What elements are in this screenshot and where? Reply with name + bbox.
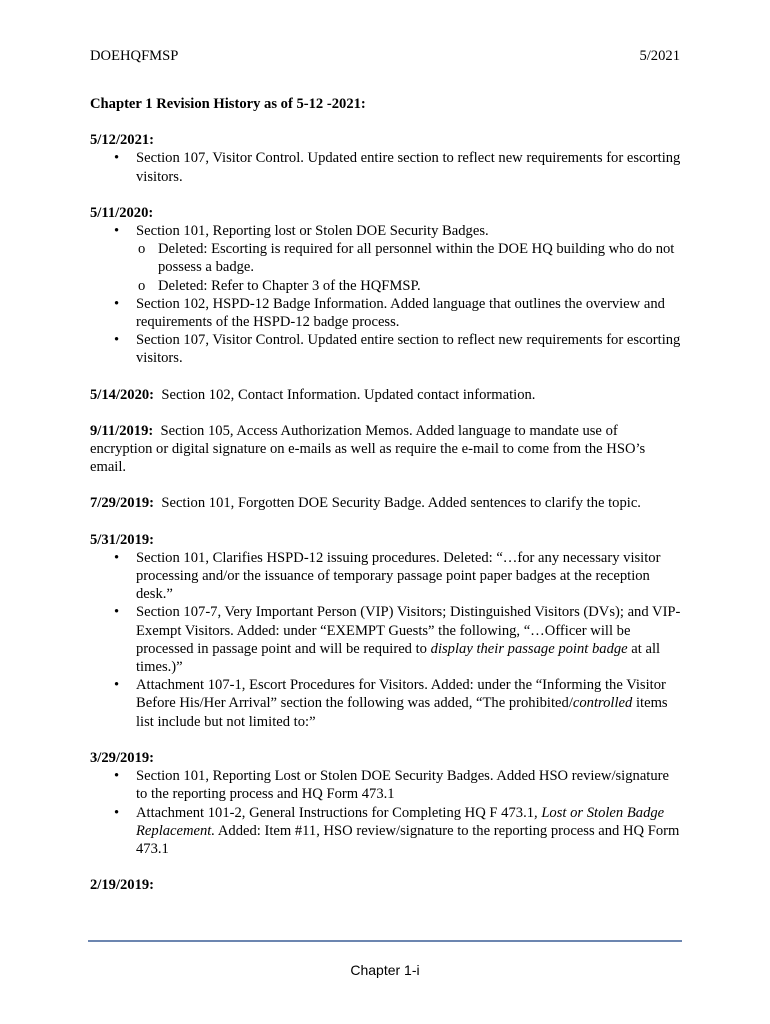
revision-text: Section 105, Access Authorization Memos. Added language to mandate use of encryption or digital signature on e-mails as well as require the e-mail to come from the HSO’s email. [90, 422, 646, 476]
revision-bullet [90, 222, 682, 295]
revision-entry [90, 531, 682, 731]
revision-date: 3/29/2019: [90, 749, 155, 766]
revision-bullet-text: Section 101, Reporting lost or Stolen DOE Security Badges. [136, 223, 489, 240]
revision-bullet-list [90, 222, 682, 368]
revision-entry [90, 204, 682, 368]
revision-sub-item: o Deleted: Escorting is required for all personnel within the DOE HQ building who do not possess a badge. [136, 240, 682, 276]
revision-entry [90, 876, 682, 894]
revision-bullet [90, 603, 682, 676]
header-date: 5/2021 [639, 48, 680, 64]
revision-date: 5/12/2021: [90, 132, 155, 149]
revision-entry [90, 422, 682, 477]
revision-text: Section 102, Contact Information. Updated contact information. [161, 386, 536, 403]
revision-date: 5/14/2020: [90, 386, 155, 403]
chapter-title: Chapter 1 Revision History as of 5-12 -2021: [90, 96, 366, 112]
revision-bullet-list [90, 549, 682, 731]
revision-bullet: • Section 101, Clarifies HSPD-12 issuing procedures. Deleted: “…for any necessary visitor processing and/or the issuance of temporary passage point paper badges at the reception desk.” [90, 549, 682, 604]
revision-bullet: • Section 102, HSPD-12 Badge Information. Added language that outlines the overview and requirements of the HSPD-12 badge process. [90, 295, 682, 331]
revision-bullet-text: Attachment 107-1, Escort Procedures for Visitors. Added: under the “Informing the Visitor Before His/Her Arrival” section the following was added, “The prohibited/ [136, 677, 666, 712]
revision-entry [90, 386, 682, 404]
footer-divider [88, 940, 682, 942]
revision-entry [90, 131, 682, 186]
revision-entry [90, 749, 682, 858]
footer-page-label: Chapter 1-i [350, 962, 420, 978]
revision-date: 9/11/2019: [90, 422, 154, 439]
revision-bullet-italic: display their passage point badge [430, 640, 628, 657]
revision-sub-list [136, 240, 682, 295]
revision-date: 5/11/2020: [90, 204, 154, 221]
revision-bullet-text-end: at all times.)” [136, 640, 661, 676]
revision-bullet: • Section 107, Visitor Control. Updated entire section to reflect new requirements for escorting visitors. [90, 149, 682, 185]
revision-bullet-italic: controlled [572, 695, 633, 712]
revision-bullet-italic: Lost or Stolen Badge Replacement. [136, 804, 665, 839]
header-document-id: DOEHQFMSP [90, 48, 179, 64]
revision-bullet-text-end: Added: Item #11, HSO review/signature to the reporting process and HQ Form 473.1 [136, 822, 680, 857]
revision-bullet: • Section 107, Visitor Control. Updated entire section to reflect new requirements for escorting visitors. [90, 331, 682, 367]
revision-date: 2/19/2019: [90, 877, 155, 894]
revision-date: 7/29/2019: [90, 495, 155, 512]
page-body [90, 95, 682, 912]
revision-bullet-text: Attachment 101-2, General Instructions for Completing HQ F 473.1, [136, 804, 542, 821]
revision-bullet-text-end: items list include but not limited to:” [136, 695, 668, 730]
revision-date: 5/31/2019: [90, 531, 155, 548]
revision-bullet-text: Section 107-7, Very Important Person (VIP) Visitors; Distinguished Visitors (DVs); and VIP-Exempt Visitors. Added: under “EXEMPT Guests” the following, “…Officer will be processed in passage point and will be required to [136, 604, 681, 657]
revision-bullet-list [90, 767, 682, 858]
revision-bullet [90, 676, 682, 731]
revision-entry [90, 494, 682, 512]
revision-bullet: • Section 101, Reporting Lost or Stolen DOE Security Badges. Added HSO review/signature to the reporting process and HQ Form 473.1 [90, 767, 682, 803]
revision-bullet-list [90, 149, 682, 185]
revision-text: Section 101, Forgotten DOE Security Badge. Added sentences to clarify the topic. [161, 495, 641, 512]
revision-bullet [90, 804, 682, 859]
revision-sub-item: o Deleted: Refer to Chapter 3 of the HQFMSP. [136, 277, 682, 295]
